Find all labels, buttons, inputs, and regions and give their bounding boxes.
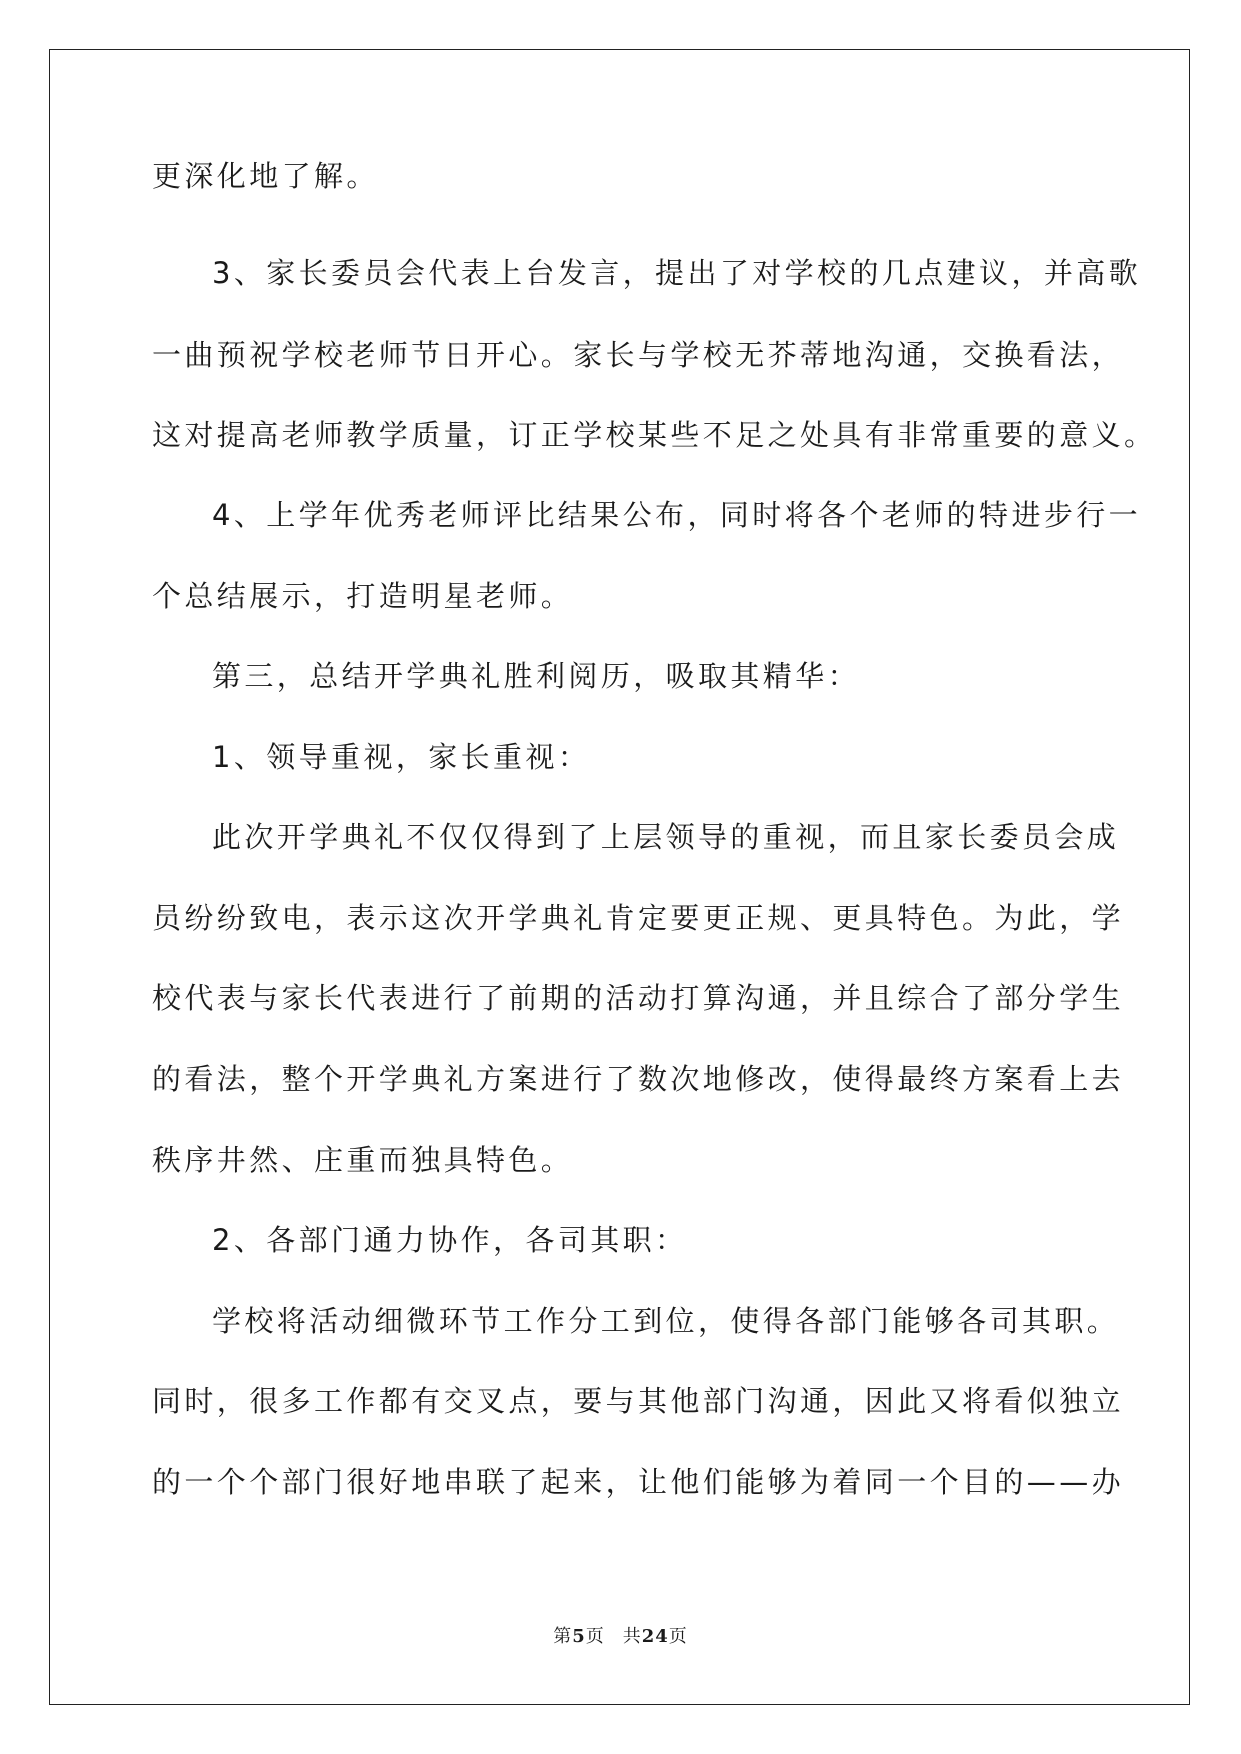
body-line-5: 4、上学年优秀老师评比结果公布，同时将各个老师的特进步行一 [212,498,1142,532]
body-line-9: 此次开学典礼不仅仅得到了上层领导的重视，而且家长委员会成 [212,820,1120,854]
page-suffix: 页 [585,1626,605,1647]
total-pages: 24 [641,1626,669,1647]
body-line-12: 的看法，整个开学典礼方案进行了数次地修改，使得最终方案看上去 [152,1062,1125,1096]
page-number: 5 [572,1626,586,1647]
body-line-3: 一曲预祝学校老师节日开心。家长与学校无芥蒂地沟通，交换看法， [152,338,1125,372]
section-heading: 第三，总结开学典礼胜利阅历，吸取其精华： [212,659,861,693]
body-line-11: 校代表与家长代表进行了前期的活动打算沟通，并且综合了部分学生 [152,981,1125,1015]
body-line-16: 同时，很多工作都有交叉点，要与其他部门沟通，因此又将看似独立 [152,1384,1125,1418]
total-suffix: 页 [668,1626,688,1647]
body-line-1: 更深化地了解。 [152,159,379,193]
body-line-2: 3、家长委员会代表上台发言，提出了对学校的几点建议，并高歌 [212,256,1142,290]
subheading-1: 1、领导重视，家长重视： [212,740,591,774]
page-prefix: 第 [553,1626,573,1647]
body-line-10: 员纷纷致电，表示这次开学典礼肯定要更正规、更具特色。为此，学 [152,901,1125,935]
body-line-4: 这对提高老师教学质量，订正学校某些不足之处具有非常重要的意义。 [152,418,1157,452]
body-line-17: 的一个个部门很好地串联了起来，让他们能够为着同一个目的——办 [152,1465,1125,1499]
page-border [49,49,1190,1705]
subheading-2: 2、各部门通力协作，各司其职： [212,1223,688,1257]
body-line-15: 学校将活动细微环节工作分工到位，使得各部门能够各司其职。 [212,1304,1120,1338]
page-footer [0,1626,1241,1648]
body-line-6: 个总结展示，打造明星老师。 [152,579,574,613]
total-prefix: 共 [622,1626,642,1647]
body-line-13: 秩序井然、庄重而独具特色。 [152,1143,574,1177]
